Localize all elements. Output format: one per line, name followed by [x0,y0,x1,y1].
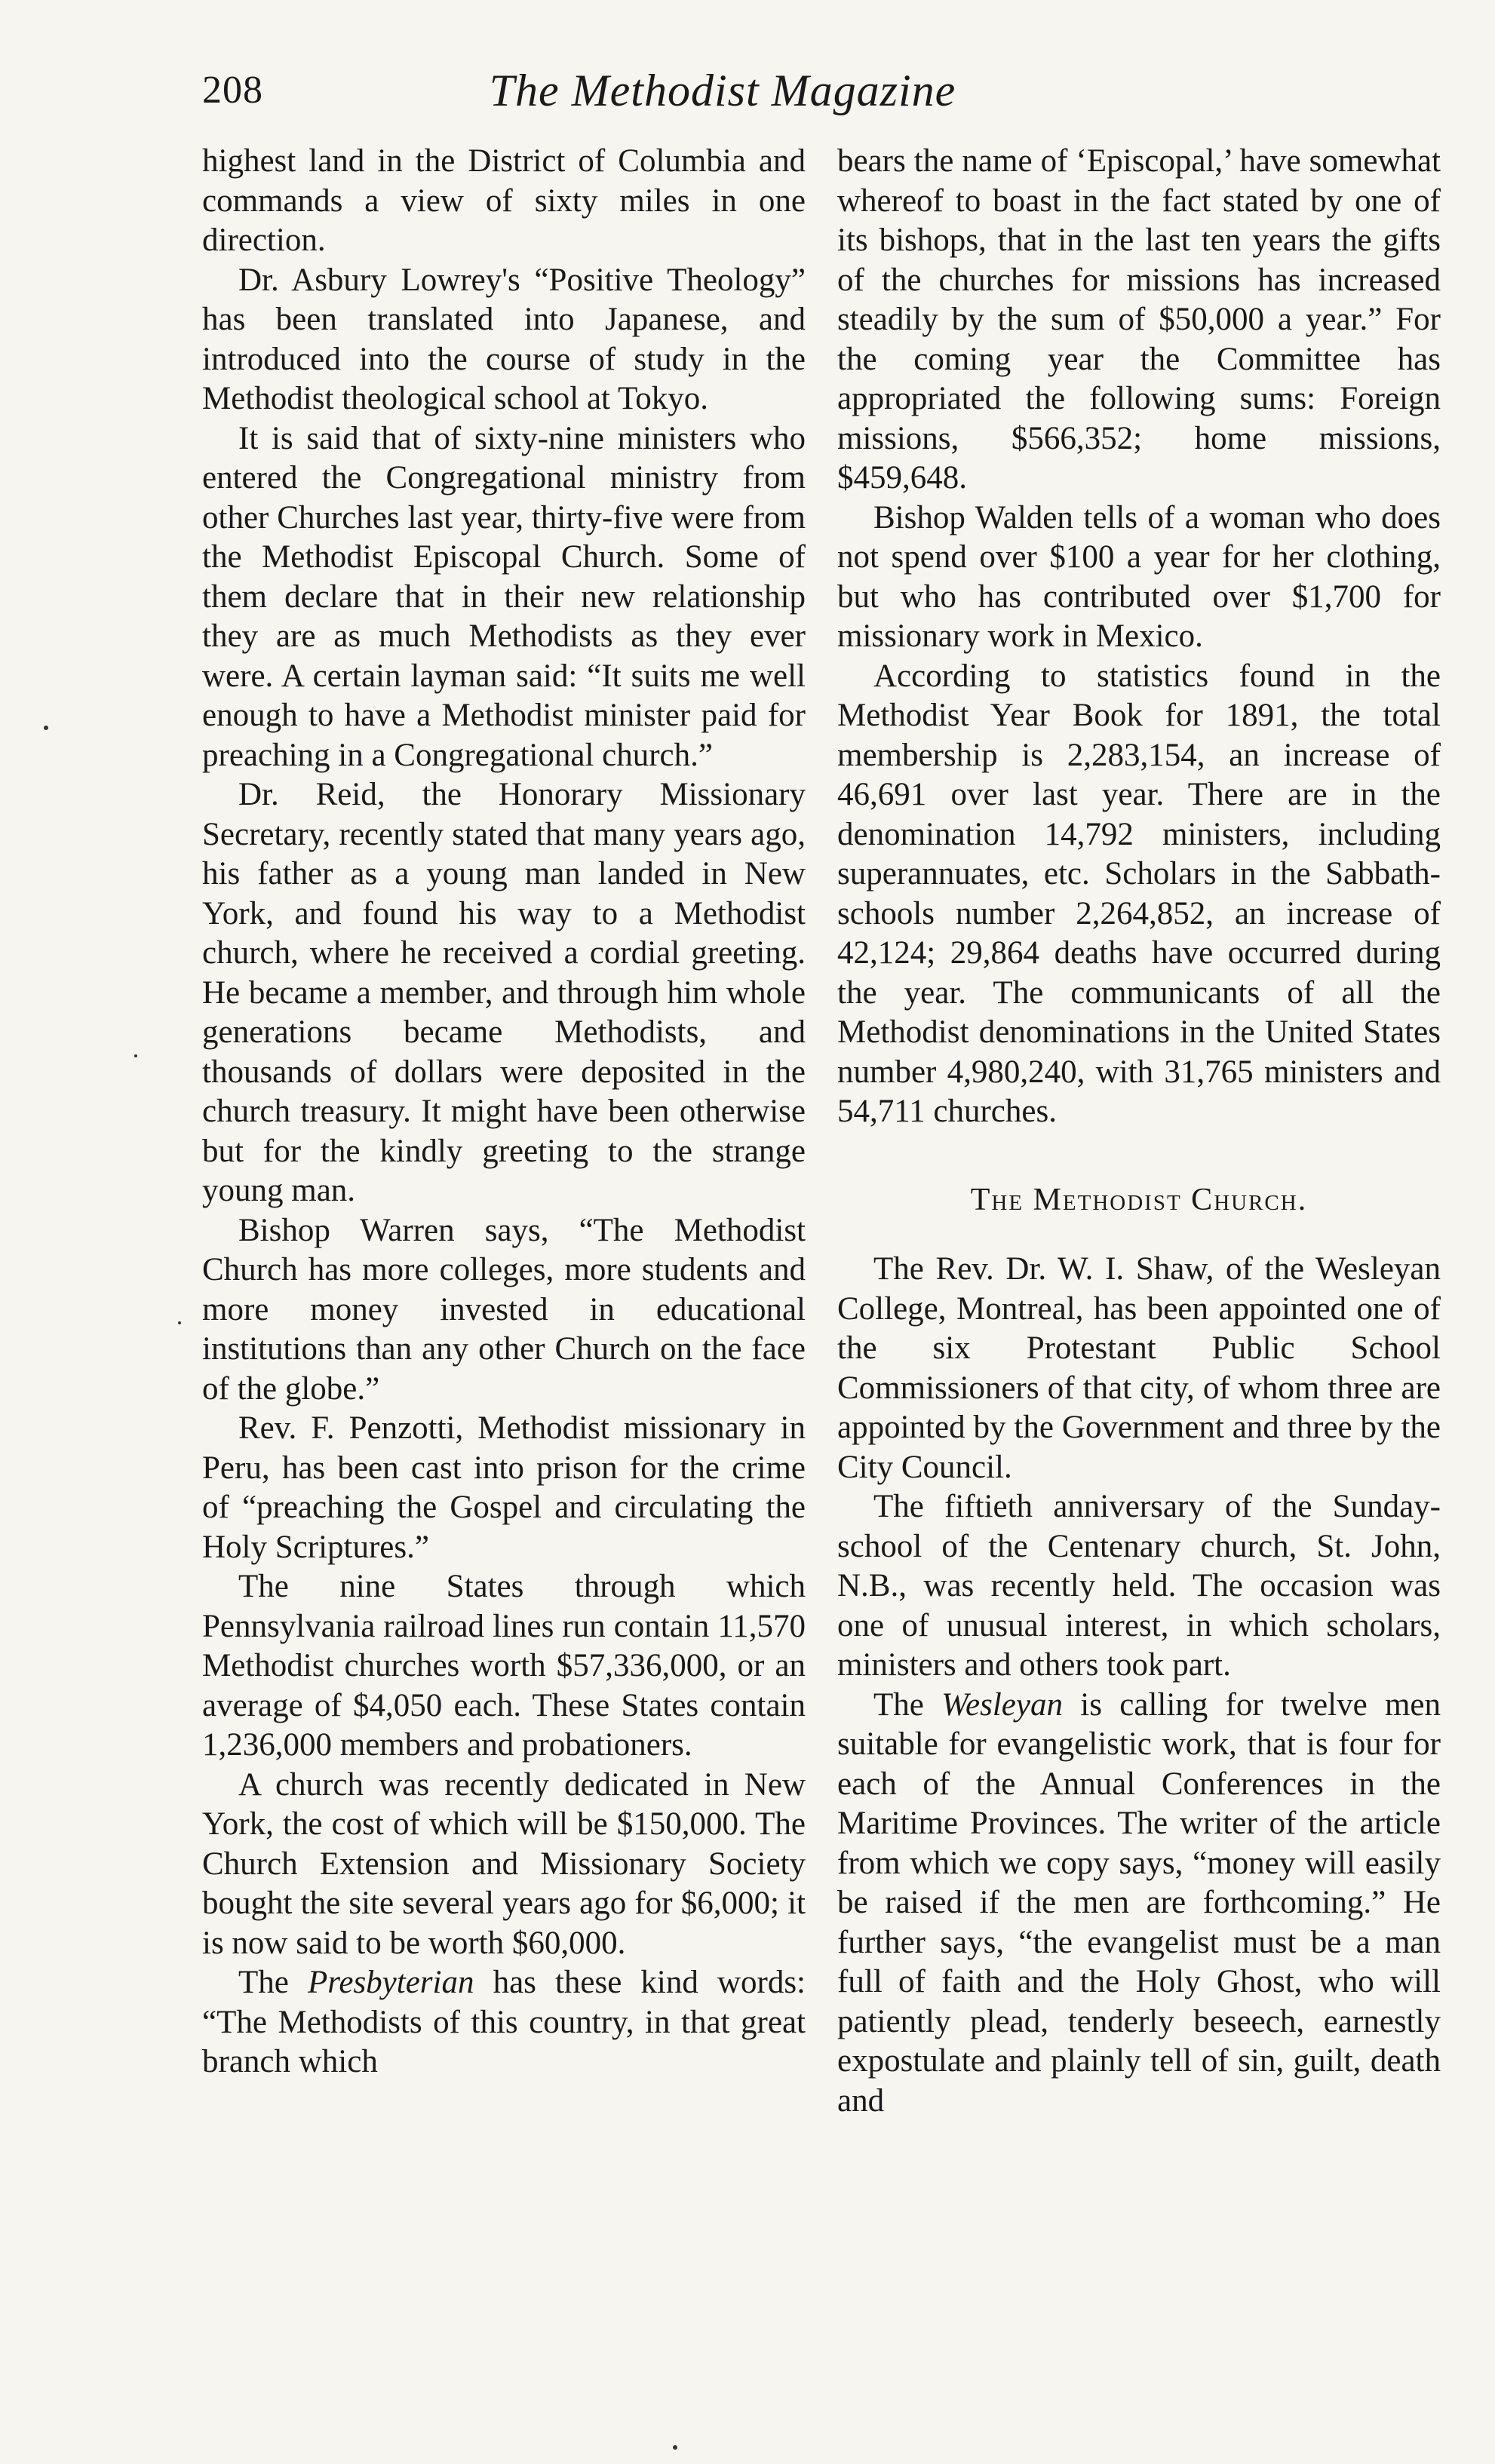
paragraph: A church was recently dedicated in New York, the cost of which will be $150,000. The Church Extension and Missionary Society bought the site several years ago for $6,000; it is now said to be worth $60,000. [202,1766,806,1961]
right-column [837,142,1441,2121]
paragraph: The fiftieth anniversary of the Sunday-school of the Centenary church, St. John, N.B., was recently held. The occasion was one of unusual interest, in which scholars, ministers and others took part. [837,1489,1441,1683]
print-speck [673,2445,677,2450]
paragraph: Bishop Warren says, “The Methodist Church has more colleges, more students and more money invested in educational institutions than any other Church on the face of the globe.” [202,1212,806,1407]
running-title: The Methodist Magazine [489,66,956,115]
paragraph: According to statistics found in the Methodist Year Book for 1891, the total membership is 2,283,154, an increase of 46,691 over last year. There are in the denomination 14,792 ministers, including superannuates, etc. Scholars in the Sabbath-schools number 2,264,852, an increase of 42,124; 29,864 deaths have occurred during the year. The communicants of all the Methodist denominations in the United States number 4,980,240, with 31,765 ministers and 54,711 churches. [837,658,1441,1129]
paragraph: bears the name of ‘Episcopal,’ have somewhat whereof to boast in the fact stated by one of its bishops, that in the last ten years the gifts of the churches for missions has increased steadily by the sum of $50,000 a year.” For the coming year the Committee has appropriated the following sums: Foreign missions, $566,352; home missions, $459,648. [837,143,1441,496]
text-run: The [238,1965,308,2000]
page-header [202,60,1077,128]
publication-title: Wesleyan [941,1686,1063,1723]
left-column [202,142,806,2082]
paragraph: Rev. F. Penzotti, Methodist missionary in Peru, has been cast into prison for the crime of “preaching the Gospel and circulating the Holy Scriptures.” [202,1410,806,1565]
paragraph: The Rev. Dr. W. I. Shaw, of the Wesleyan College, Montreal, has been appointed one of the six Protestant Public School Commissioners of that city, of whom three are appointed by the Government and three by the City Council. [837,1251,1441,1485]
publication-title: Presbyterian [307,1965,474,2000]
text-run: has these kind words: “The Methodists of this country, in that great branch which [202,1965,806,2079]
page-number: 208 [202,69,263,112]
paragraph: Dr. Reid, the Honorary Missionary Secretary, recently stated that many years ago, his father as a young man landed in New York, and found his way to a Methodist church, where he received a cordial greeting. He became a member, and through him whole generations became Methodists, and thousands of dollars were deposited in the church treasury. It might have been otherwise but for the kindly greeting to the strange young man. [202,777,806,1208]
print-speck [44,726,48,730]
paragraph [837,1686,1441,2122]
print-speck [134,1054,137,1057]
paragraph: Bishop Walden tells of a woman who does not spend over $100 a year for her clothing, but who has contributed over $1,700 for missionary work in Mexico. [837,499,1441,654]
paragraph: highest land in the District of Columbia and commands a view of sixty miles in one direction. [202,143,806,258]
text-run: The [873,1686,942,1723]
paragraph: The nine States through which Pennsylvania railroad lines run contain 11,570 Methodist churches worth $57,336,000, or an average of $4,050 each. These States contain 1,236,000 members and probationers. [202,1569,806,1763]
print-speck [178,1321,181,1324]
section-heading: The Methodist Church. [970,1182,1308,1217]
text-run: is calling for twelve men suitable for evangelistic work, that is four for each of the Annual Conferences in the Maritime Provinces. The writer of the article from which we copy says, “money will easily be raised if the men are forthcoming.” He further says, “the evangelist must be a man full of faith and the Holy Ghost, who will patiently plead, tenderly beseech, earnestly expostulate and plainly tell of sin, guilt, death and [837,1686,1441,2119]
paragraph [202,1963,806,2082]
paragraph: It is said that of sixty-nine ministers who entered the Congregational ministry from other Churches last year, thirty-five were from the Methodist Episcopal Church. Some of them declare that in their new relationship they are as much Methodists as they ever were. A certain layman said: “It suits me well enough to have a Methodist minister paid for preaching in a Congregational church.” [202,420,806,773]
paragraph: Dr. Asbury Lowrey's “Positive Theology” has been translated into Japanese, and introduced into the course of study in the Methodist theological school at Tokyo. [202,262,806,416]
